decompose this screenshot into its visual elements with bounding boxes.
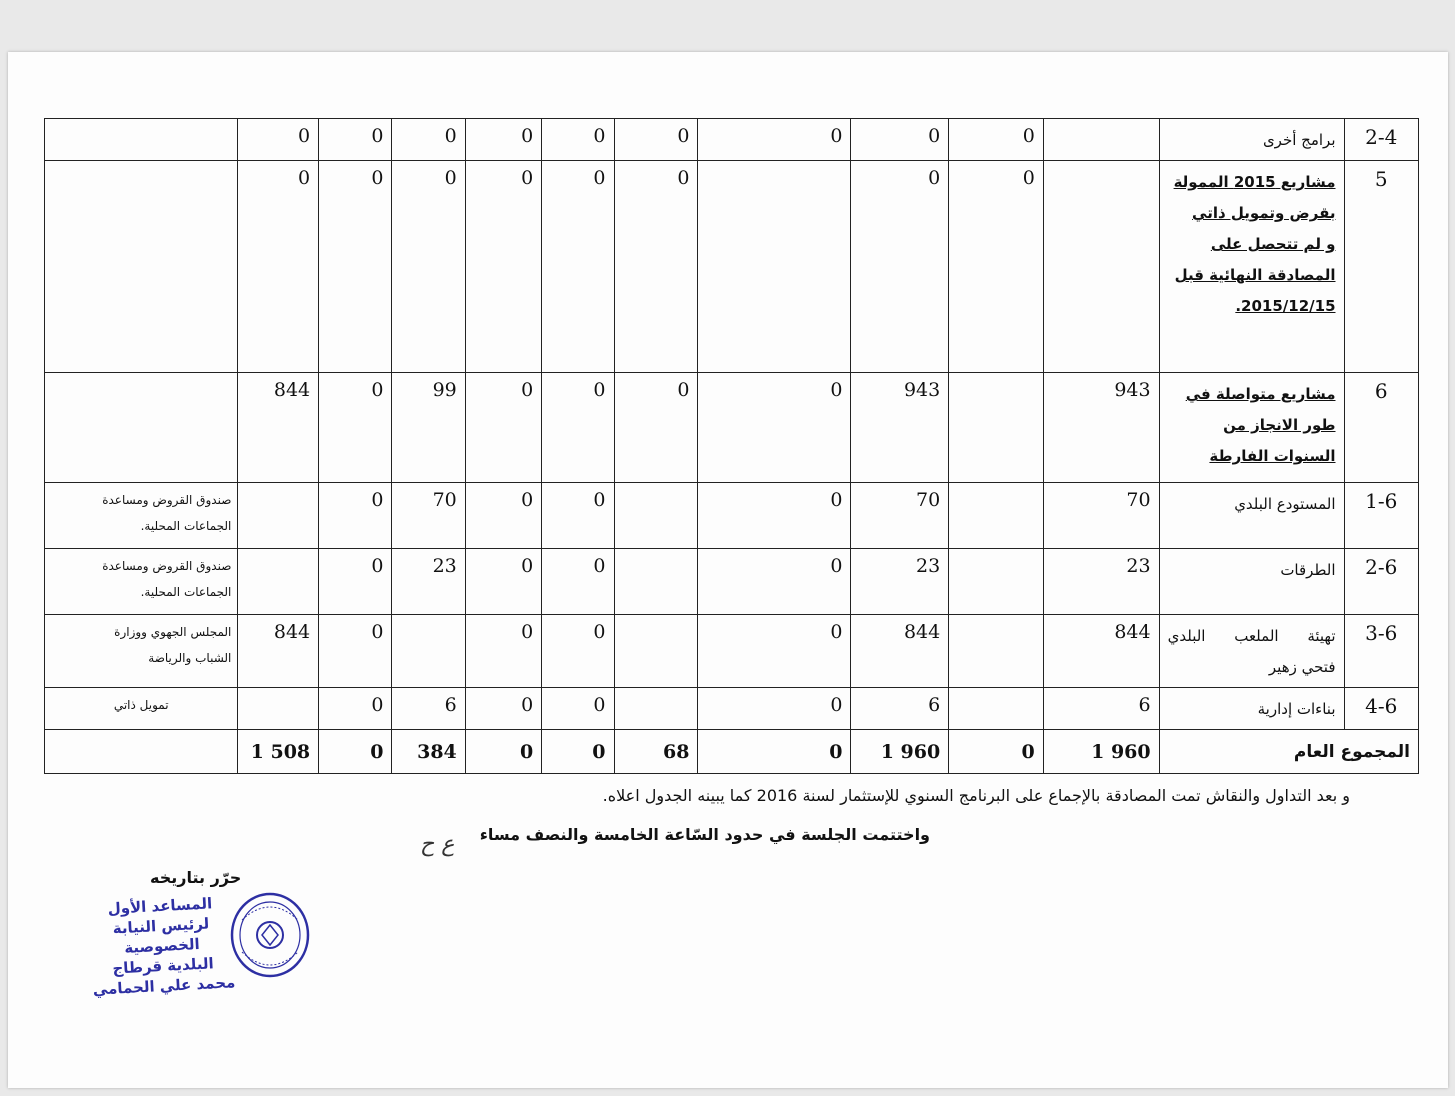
label-line: فتحي زهير: [1268, 658, 1336, 676]
label-line: طور الانجاز من: [1223, 416, 1336, 434]
value-cell: [949, 688, 1044, 730]
total-cell: 68: [614, 730, 698, 774]
value-cell: [614, 688, 698, 730]
value-cell: 0: [851, 161, 949, 373]
item-code: 6: [1344, 373, 1419, 483]
official-stamp: [79, 892, 244, 1000]
value-cell: 0: [542, 119, 614, 161]
investment-table: [44, 118, 1419, 774]
financing-cell: [45, 483, 238, 549]
written-on-date: حرّر بتاريخه: [150, 868, 242, 887]
note-line: الجماعات المحلية.: [140, 519, 232, 533]
item-label: المستودع البلدي: [1159, 483, 1344, 549]
value-cell: 0: [319, 549, 392, 615]
total-cell: 0: [949, 730, 1044, 774]
value-cell: 23: [392, 549, 465, 615]
value-cell: 0: [614, 373, 698, 483]
value-cell: 0: [465, 161, 542, 373]
label-line: مشاريع متواصلة في: [1185, 385, 1336, 403]
label-line: مشاريع 2015 الممولة: [1173, 173, 1336, 191]
total-cell: 384: [392, 730, 465, 774]
value-cell: 0: [465, 373, 542, 483]
value-cell: 0: [698, 373, 851, 483]
value-cell: 0: [465, 483, 542, 549]
table-row: [45, 373, 1419, 483]
item-label: [1159, 161, 1344, 373]
value-cell: [238, 688, 319, 730]
value-cell: 0: [614, 119, 698, 161]
closing-sentence: واختتمت الجلسة في حدود السّاعة الخامسة والنصف مساء: [479, 825, 930, 844]
item-code: 3-6: [1344, 615, 1419, 688]
total-cell: 1 960: [1043, 730, 1159, 774]
value-cell: 99: [392, 373, 465, 483]
value-cell: 0: [238, 161, 319, 373]
value-cell: [949, 549, 1044, 615]
value-cell: 0: [319, 688, 392, 730]
table-row: [45, 688, 1419, 730]
note-line: الشباب والرياضة: [148, 651, 232, 665]
handwritten-initials: ع ح: [420, 832, 455, 857]
total-cell: 1 960: [851, 730, 949, 774]
value-cell: [614, 615, 698, 688]
item-label: [1159, 373, 1344, 483]
item-code: 2-4: [1344, 119, 1419, 161]
financing-cell: [45, 549, 238, 615]
value-cell: 0: [319, 373, 392, 483]
stamp-line: البلدية قرطاج: [111, 954, 215, 978]
label-line: بقرض وتمويل ذاتي: [1192, 204, 1336, 222]
label-line: المصادقة النهائية قبل: [1174, 266, 1336, 284]
value-cell: 6: [1043, 688, 1159, 730]
value-cell: 70: [392, 483, 465, 549]
value-cell: 70: [1043, 483, 1159, 549]
item-label: [1159, 615, 1344, 688]
value-cell: 0: [698, 615, 851, 688]
value-cell: 844: [238, 373, 319, 483]
value-cell: 0: [698, 119, 851, 161]
value-cell: 0: [949, 119, 1044, 161]
value-cell: [45, 730, 238, 774]
value-cell: 0: [698, 688, 851, 730]
value-cell: 0: [542, 373, 614, 483]
total-row: [45, 730, 1419, 774]
table-row: [45, 119, 1419, 161]
value-cell: 844: [851, 615, 949, 688]
table-row: [45, 161, 1419, 373]
total-cell: 0: [698, 730, 851, 774]
stamp-line: لرئيس النيابة الخصوصية: [112, 914, 210, 957]
value-cell: [949, 483, 1044, 549]
value-cell: 0: [542, 615, 614, 688]
note-line: صندوق القروض ومساعدة: [102, 493, 232, 507]
total-cell: 0: [465, 730, 542, 774]
financing-cell: [45, 119, 238, 161]
label-line: تهيئة الملعب البلدي: [1167, 627, 1336, 645]
total-label: المجموع العام: [1159, 730, 1418, 774]
value-cell: 0: [392, 119, 465, 161]
value-cell: [949, 373, 1044, 483]
value-cell: [698, 161, 851, 373]
value-cell: 844: [238, 615, 319, 688]
total-cell: 1 508: [238, 730, 319, 774]
value-cell: [238, 483, 319, 549]
value-cell: 70: [851, 483, 949, 549]
value-cell: 0: [319, 161, 392, 373]
value-cell: 943: [1043, 373, 1159, 483]
item-label: برامج أخرى: [1159, 119, 1344, 161]
total-cell: 0: [542, 730, 614, 774]
value-cell: 0: [238, 119, 319, 161]
table-row: [45, 615, 1419, 688]
item-label: الطرقات: [1159, 549, 1344, 615]
value-cell: 23: [1043, 549, 1159, 615]
value-cell: 0: [542, 688, 614, 730]
value-cell: 0: [542, 483, 614, 549]
financing-cell: [45, 615, 238, 688]
value-cell: [238, 549, 319, 615]
value-cell: [1043, 119, 1159, 161]
table-row: [45, 549, 1419, 615]
item-code: 5: [1344, 161, 1419, 373]
value-cell: 0: [949, 161, 1044, 373]
value-cell: 6: [851, 688, 949, 730]
value-cell: 6: [392, 688, 465, 730]
value-cell: 23: [851, 549, 949, 615]
approval-sentence: و بعد التداول والنقاش تمت المصادقة بالإجماع على البرنامج السنوي للإستثمار لسنة 2016 كما يبينه الجدول اعلاه.: [602, 786, 1350, 805]
item-label: بناءات إدارية: [1159, 688, 1344, 730]
value-cell: 0: [392, 161, 465, 373]
value-cell: [1043, 161, 1159, 373]
value-cell: 0: [465, 119, 542, 161]
value-cell: 0: [465, 688, 542, 730]
financing-cell: [45, 373, 238, 483]
value-cell: 0: [698, 483, 851, 549]
value-cell: 0: [465, 615, 542, 688]
note-line: المجلس الجهوي ووزارة: [114, 625, 232, 639]
value-cell: 0: [542, 161, 614, 373]
item-code: 1-6: [1344, 483, 1419, 549]
total-cell: 0: [319, 730, 392, 774]
label-line: 2015/12/15.: [1235, 297, 1336, 315]
value-cell: [614, 483, 698, 549]
table-row: [45, 483, 1419, 549]
value-cell: [614, 549, 698, 615]
value-cell: 0: [698, 549, 851, 615]
value-cell: [949, 615, 1044, 688]
value-cell: 0: [542, 549, 614, 615]
value-cell: 844: [1043, 615, 1159, 688]
round-seal-icon: [228, 890, 312, 980]
label-line: و لم تتحصل على: [1210, 235, 1336, 253]
value-cell: 0: [851, 119, 949, 161]
note-line: صندوق القروض ومساعدة: [102, 559, 232, 573]
financing-cell: [45, 161, 238, 373]
value-cell: 0: [465, 549, 542, 615]
value-cell: 943: [851, 373, 949, 483]
note-line: الجماعات المحلية.: [140, 585, 232, 599]
value-cell: 0: [319, 119, 392, 161]
value-cell: 0: [319, 483, 392, 549]
item-code: 4-6: [1344, 688, 1419, 730]
value-cell: 0: [614, 161, 698, 373]
value-cell: [392, 615, 465, 688]
value-cell: 0: [319, 615, 392, 688]
financing-cell: تمويل ذاتي: [45, 688, 238, 730]
item-code: 2-6: [1344, 549, 1419, 615]
stamp-line: المساعد الأول: [107, 894, 213, 918]
label-line: السنوات الفارطة: [1209, 447, 1336, 465]
stamp-line: محمد علي الحمامي: [92, 973, 236, 999]
